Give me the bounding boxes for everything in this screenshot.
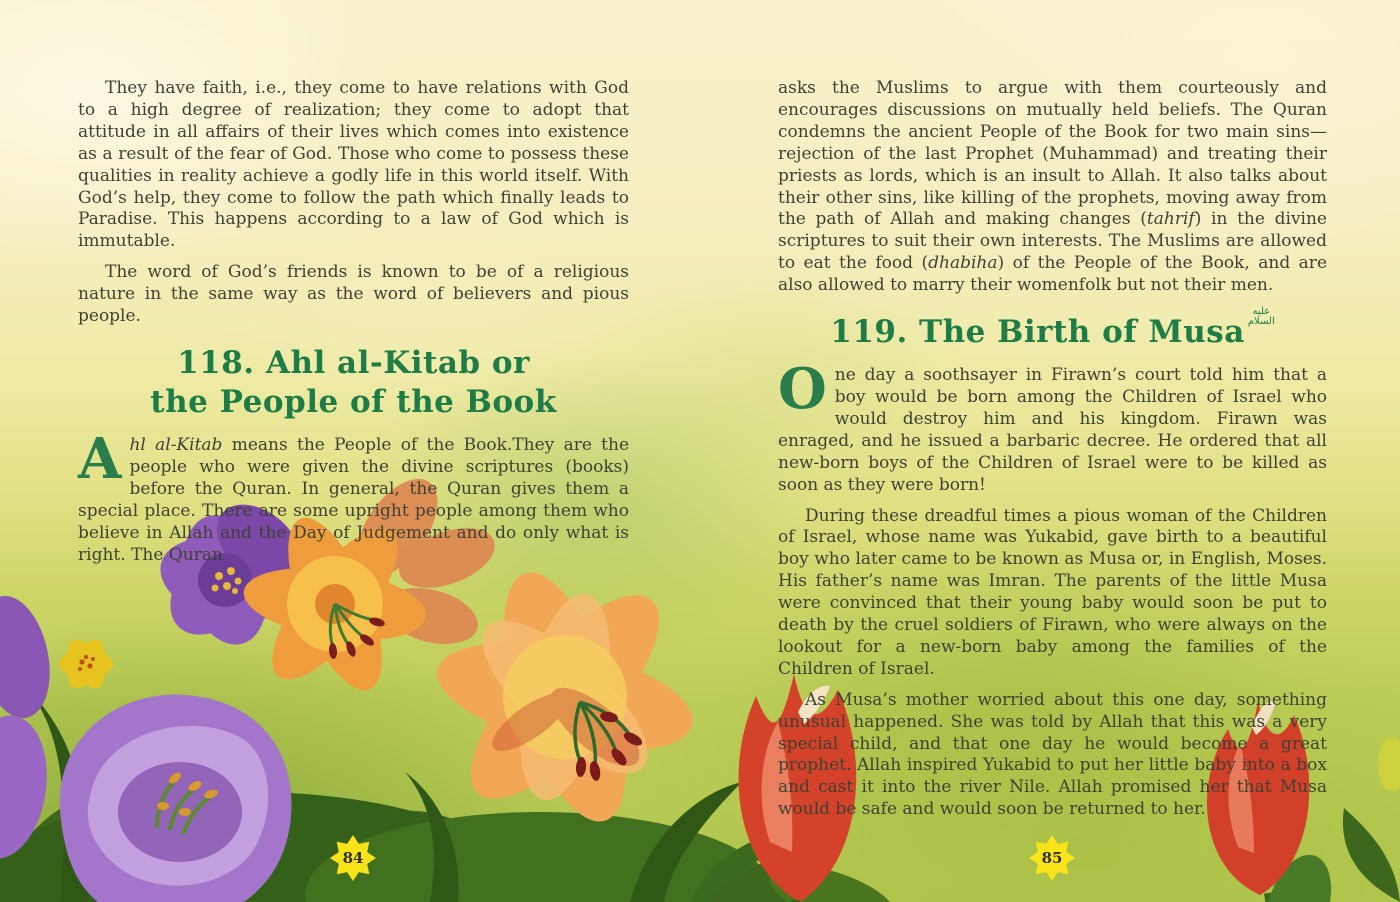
purple-trumpet-flower (60, 695, 292, 902)
paragraph: asks the Muslims to argue with them courteously and encourages discussions on mutually held beliefs. The Quran condemns the ancient People of the Book for two main sins—rejection of the last Prophet (Muhammad) and treating their priests as lords, which is an insult to Allah. It also talks about their other sins, like killing of the prophets, moving away from the path of Allah and making changes (tahrif) in the divine scriptures to suit their own interests. The Muslims are allowed to eat the food (dhabiha) of the People of the Book, and are also allowed to marry their womenfolk but not their men. (778, 78, 1327, 296)
chapter-heading-line: 118. Ahl al-Kitab or (177, 344, 530, 381)
paragraph-text: ne day a soothsayer in Firawn’s court told him that a boy would be born among the Children of Israel who would destroy him and his kingdom. Firawn was enraged, and he issued a barbaric decree. He ordered that all new-born boys of the Children of Israel were to be killed as soon as they were born! (778, 365, 1327, 495)
page-number: 85 (1041, 849, 1063, 867)
arabic-honorific (1248, 307, 1275, 327)
arabic-honorific-bottom: السلام (1247, 316, 1275, 328)
paragraph (78, 425, 630, 566)
chapter-heading-text: 119. The Birth of Musa (830, 314, 1245, 351)
chapter-heading-line: the People of the Book (150, 383, 557, 420)
paragraph: During these dreadful times a pious woman of the Children of Israel, whose name was Yukabid, gave birth to a beautiful boy who later came to be known as Musa or, in English, Moses. His father’s name was Imran. The parents of the little Musa were convinced that their young baby would soon be put to death by the cruel soldiers of Firawn, who were always on the lookout for a new-born baby among the families of the Children of Israel. (778, 505, 1327, 679)
arabic-honorific-top: عليه (1252, 306, 1271, 318)
page-number-badge-left (330, 835, 376, 881)
foliage-corner (1343, 808, 1400, 902)
left-page-text-column (78, 78, 629, 575)
drop-cap: O (778, 356, 827, 423)
right-page-text-column (778, 78, 1327, 830)
page-number-badge-right (1029, 835, 1075, 881)
purple-bud (0, 589, 60, 724)
page-number: 84 (342, 849, 364, 867)
yellow-mini-flower (59, 634, 113, 695)
orange-lily-large (428, 559, 702, 836)
paragraph: They have faith, i.e., they come to have relations with God to a high degree of realization; they come to adopt that attitude in all affairs of their lives which comes into existence as a result of the fear of God. Those who come to possess these qualities in reality achieve a godly life in this world itself. With God’s help, they come to follow the path which finally leads to Paradise. This happens according to a law of God which is immutable. (78, 78, 629, 252)
green-bud (1378, 737, 1400, 791)
paragraph (778, 356, 1327, 496)
paragraph: As Musa’s mother worried about this one day, something unusual happened. She was told by Allah that this was a very special child, and that one day he would become a great prophet. Allah inspired Yukabid to put her little baby into a box and cast it into the river Nile. Allah promised her that Musa would be safe and would soon be returned to her. (778, 689, 1327, 820)
paragraph: The word of God’s friends is known to be of a religious nature in the same way as the word of believers and pious people. (78, 262, 629, 327)
paragraph-text: hl al-Kitab means the People of the Book.They are the people who were given the divine scriptures (books) before the Quran. In general, the Quran gives them a special place. There are some upright people among them who believe in Allah and the Day of Judgement and do only what is right. The Quran (78, 434, 630, 565)
drop-cap: A (78, 425, 122, 492)
chapter-heading-119 (778, 306, 1327, 352)
chapter-heading-118 (78, 344, 629, 422)
